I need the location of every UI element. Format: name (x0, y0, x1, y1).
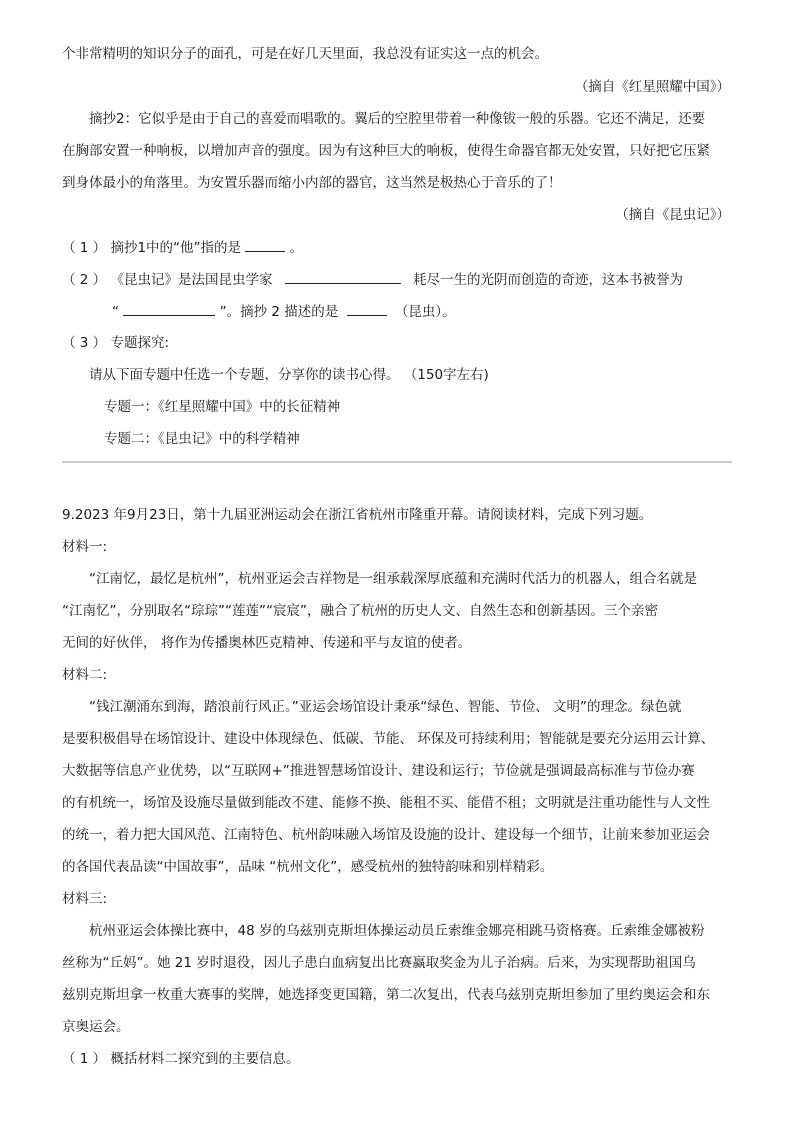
question-9-1: （ 1 ） 概括材料二探究到的主要信息。 (62, 1051, 300, 1067)
material-line: 京奥运会。 (62, 1019, 130, 1035)
passage-line: 个非常精明的知识分子的面孔，可是在好几天里面，我总没有证实这一点的机会。 (62, 46, 548, 62)
material-line: 是要积极倡导在场馆设计、建设中体现绿色、低碳、节能、 环保及可持续利用；智能就是要充分运用云计算、 (62, 731, 715, 747)
excerpt-line: 摘抄2：它似乎是由于自己的喜爱而唱歌的。翼后的空腔里带着一种像钹一般的乐器。它还不满足，还要 (89, 111, 706, 127)
answer-blank[interactable] (347, 301, 387, 316)
excerpt-line: 在胸部安置一种响板，以增加声音的强度。因为有这种巨大的响板，使得生命器官都无处安置，只好把它压紧 (62, 143, 710, 159)
material-title: 材料一: (62, 539, 108, 555)
answer-blank[interactable] (245, 237, 285, 252)
question-1 (62, 237, 303, 258)
answer-blank[interactable] (123, 301, 215, 316)
question-text: （昆虫）。 (394, 304, 456, 320)
material-line: “江南忆”，分别取名“琮琮”“莲莲”“宸宸”，融合了杭州的历史人文、自然生态和创新基因。三个亲密 (62, 603, 658, 619)
question-text: 耗尽一生的光阴而创造的奇迹，这本书被誉为 (413, 272, 684, 288)
source-citation: （摘自《红星照耀中国》） (574, 79, 730, 95)
excerpt-line: 到身体最小的角落里。为安置乐器而缩小内部的器官，这当然是极热心于音乐的了！ (62, 175, 562, 191)
material-line: “江南忆，最忆是杭州”，杭州亚运会吉祥物是一组承载深厚底蕴和充满时代活力的机器人，组合名就是 (89, 571, 697, 587)
question-text: （ 2 ） 《昆虫记》是法国昆虫学家 (62, 272, 273, 288)
material-line: 的有机统一，场馆及设施尽量做到能改不建、能修不换、能租不买、能借不租；文明就是注重功能性与人文性 (62, 795, 710, 811)
material-title: 材料三: (62, 891, 108, 907)
question-3-instruction: 请从下面专题中任选一个专题，分享你的读书心得。 （150字左右) (89, 367, 489, 383)
topic-item: 专题二：《昆虫记》中的科学精神 (104, 431, 300, 447)
topic-item: 专题一：《红星照耀中国》中的长征精神 (104, 399, 341, 415)
material-line: 的统一，着力把大国风范、江南特色、杭州韵味融入场馆及设施的设计、建设每一个细节，让前来参加亚运会 (62, 827, 710, 843)
material-line: 无间的好伙伴， 将作为传播奥林匹克精神、传递和平与友谊的使者。 (62, 635, 472, 651)
question-2 (62, 269, 683, 290)
material-line: 大数据等信息产业优势，以“互联网+”推进智慧场馆设计、建设和运行；节俭就是强调最高标准与节俭办赛 (62, 763, 695, 779)
section-divider (62, 461, 732, 463)
material-line: 丝称为“丘妈”。她 21 岁时退役，因儿子患白血病复出比赛赢取奖金为儿子治病。后来，为实现帮助祖国乌 (62, 955, 696, 971)
question-text: ”。摘抄 2 描述的是 (219, 304, 339, 320)
answer-blank[interactable] (285, 269, 401, 284)
source-citation: （摘自《昆虫记》） (615, 207, 730, 223)
material-line: “钱江潮涌东到海，踏浪前行风正。”亚运会场馆设计秉承“绿色、智能、节俭、 文明”的理念。绿色就 (89, 699, 682, 715)
question-text: “ (112, 304, 119, 320)
question-3-title: （ 3 ） 专题探究: (62, 335, 170, 351)
material-line: 兹别克斯坦拿一枚重大赛事的奖牌，她选择变更国籍，第二次复出，代表乌兹别克斯坦参加了里约奥运会和东 (62, 987, 710, 1003)
question-9-intro: 9.2023 年9月23日，第十九届亚洲运动会在浙江省杭州市隆重开幕。请阅读材料，完成下列习题。 (62, 507, 653, 523)
question-2-cont (112, 301, 456, 322)
question-text: 。 (289, 240, 304, 256)
material-line: 杭州亚运会体操比赛中，48 岁的乌兹别克斯坦体操运动员丘索维金娜亮相跳马资格赛。丘索维金娜被粉 (89, 923, 705, 939)
material-line: 的各国代表品读“中国故事”，品味 “杭州文化”，感受杭州的独特韵味和别样精彩。 (62, 859, 554, 875)
question-text: （ 1 ） 摘抄1中的“他”指的是 (62, 240, 242, 256)
material-title: 材料二: (62, 667, 108, 683)
